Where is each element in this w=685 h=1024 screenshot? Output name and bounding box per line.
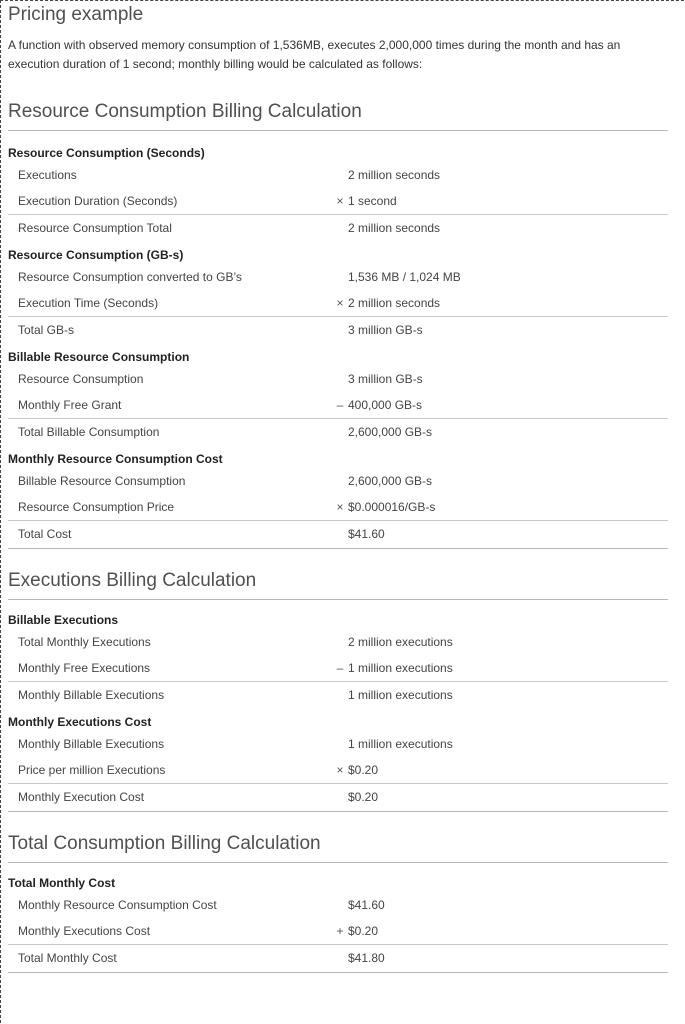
row-operator: + — [336, 924, 344, 938]
group-monthly-resource-cost — [8, 451, 668, 549]
row-value: $0.20 — [348, 763, 379, 777]
row-label: Monthly Billable Executions — [18, 737, 165, 751]
table-row-total — [8, 214, 668, 242]
row-label: Total Monthly Cost — [18, 951, 117, 965]
row-label: Total Cost — [18, 527, 72, 541]
row-operator: × — [336, 296, 344, 310]
table-row — [8, 892, 668, 918]
group-title: Billable Resource Consumption — [8, 350, 190, 364]
row-operator: – — [336, 398, 344, 412]
table-row — [8, 290, 668, 316]
group-resource-gbs — [8, 247, 668, 344]
page-title: Pricing example — [8, 4, 144, 25]
row-value: 2 million seconds — [348, 296, 441, 310]
row-value: $0.000016/GB-s — [348, 500, 436, 514]
row-label: Monthly Free Grant — [18, 398, 122, 412]
table-row — [8, 918, 668, 944]
row-value: 2,600,000 GB-s — [348, 474, 433, 488]
row-value: 1 million executions — [348, 688, 453, 702]
table-row-total — [8, 418, 668, 446]
row-label: Monthly Billable Executions — [18, 688, 165, 702]
row-value: 2 million seconds — [348, 168, 441, 182]
group-title: Monthly Executions Cost — [8, 715, 152, 729]
table-row-total — [8, 783, 668, 811]
row-label: Execution Duration (Seconds) — [18, 194, 178, 208]
table-row — [8, 757, 668, 783]
table-row-total — [8, 520, 668, 548]
table-row — [8, 629, 668, 655]
section-executions — [8, 569, 668, 812]
row-value: 400,000 GB-s — [348, 398, 423, 412]
row-label: Total GB-s — [18, 323, 75, 337]
row-operator: × — [336, 763, 344, 777]
row-value: $41.60 — [348, 898, 385, 912]
row-operator: × — [336, 194, 344, 208]
row-label: Monthly Resource Consumption Cost — [18, 898, 217, 912]
row-label: Execution Time (Seconds) — [18, 296, 159, 310]
group-resource-seconds — [8, 145, 668, 242]
pricing-example — [8, 4, 668, 973]
row-label: Resource Consumption converted to GB’s — [18, 270, 242, 284]
section-heading: Executions Billing Calculation — [8, 569, 668, 600]
table-row-total — [8, 316, 668, 344]
section-heading: Total Consumption Billing Calculation — [8, 832, 668, 863]
row-label: Monthly Execution Cost — [18, 790, 145, 804]
row-value: $41.80 — [348, 951, 385, 965]
group-total-monthly-cost — [8, 875, 668, 973]
row-value: $0.20 — [348, 790, 379, 804]
table-row — [8, 731, 668, 757]
row-label: Total Monthly Executions — [18, 635, 151, 649]
row-value: $0.20 — [348, 924, 379, 938]
table-row — [8, 655, 668, 681]
row-label: Executions — [18, 168, 77, 182]
row-value: 3 million GB-s — [348, 372, 423, 386]
row-value: $41.60 — [348, 527, 385, 541]
group-billable-resource — [8, 349, 668, 446]
row-value: 2 million seconds — [348, 221, 441, 235]
row-label: Price per million Executions — [18, 763, 166, 777]
section-resource-consumption — [8, 100, 668, 549]
row-value: 1 million executions — [348, 737, 453, 751]
table-row — [8, 468, 668, 494]
row-value: 1,536 MB / 1,024 MB — [348, 270, 461, 284]
row-value: 1 million executions — [348, 661, 453, 675]
row-operator: × — [336, 500, 344, 514]
intro-paragraph: A function with observed memory consumption of 1,536MB, executes 2,000,000 times during the month and has an execution duration of 1 second; monthly billing would be calculated as follows: — [8, 38, 621, 71]
group-title: Resource Consumption (GB-s) — [8, 248, 184, 262]
row-label: Resource Consumption — [18, 372, 144, 386]
group-title: Billable Executions — [8, 613, 119, 627]
section-total-consumption — [8, 832, 668, 973]
table-row — [8, 366, 668, 392]
row-label: Resource Consumption Total — [18, 221, 172, 235]
table-row-total — [8, 681, 668, 709]
table-row — [8, 494, 668, 520]
row-label: Monthly Executions Cost — [18, 924, 151, 938]
row-operator: – — [336, 661, 344, 675]
group-monthly-executions-cost — [8, 714, 668, 812]
group-title: Monthly Resource Consumption Cost — [8, 452, 223, 466]
table-row-total — [8, 944, 668, 972]
table-row — [8, 162, 668, 188]
section-heading: Resource Consumption Billing Calculation — [8, 100, 668, 131]
table-row — [8, 264, 668, 290]
table-row — [8, 188, 668, 214]
group-title: Resource Consumption (Seconds) — [8, 146, 205, 160]
row-label: Total Billable Consumption — [18, 425, 160, 439]
row-value: 2,600,000 GB-s — [348, 425, 433, 439]
row-label: Billable Resource Consumption — [18, 474, 186, 488]
row-label: Monthly Free Executions — [18, 661, 151, 675]
row-value: 3 million GB-s — [348, 323, 423, 337]
group-billable-executions — [8, 612, 668, 709]
group-title: Total Monthly Cost — [8, 876, 116, 890]
row-value: 1 second — [348, 194, 397, 208]
row-label: Resource Consumption Price — [18, 500, 175, 514]
row-value: 2 million executions — [348, 635, 453, 649]
table-row — [8, 392, 668, 418]
